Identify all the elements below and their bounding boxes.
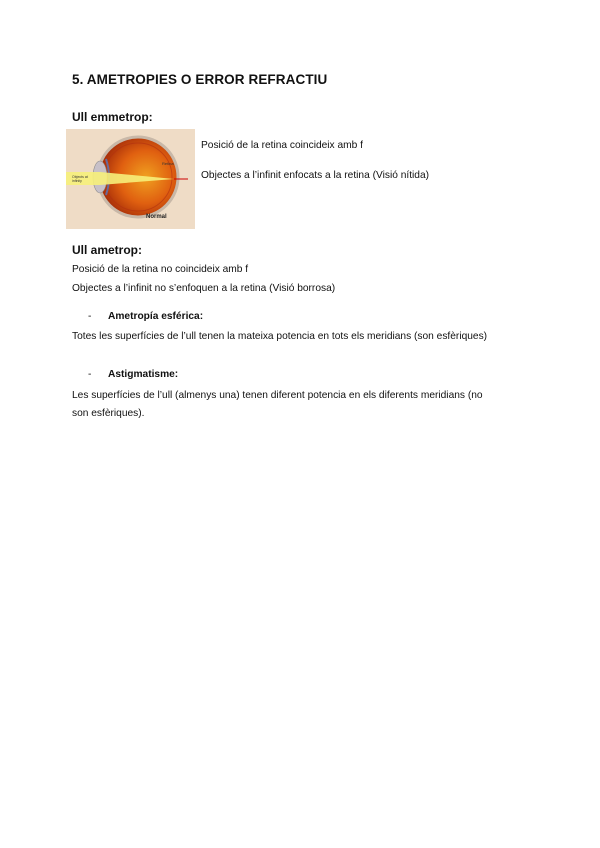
bullet-ametropia-esferica xyxy=(88,311,203,322)
section-title: 5. AMETROPIES O ERROR REFRACTIU xyxy=(72,72,328,87)
emmetrop-line-2: Objectes a l’infinit enfocats a la retina (Visió nítida) xyxy=(201,170,430,181)
normal-label: Normal xyxy=(146,214,167,220)
bullet-astigmatisme xyxy=(88,369,178,380)
svg-text:infinity: infinity xyxy=(72,179,82,183)
retina-label: Retina xyxy=(162,161,174,166)
svg-text:Objects at: Objects at xyxy=(72,175,88,179)
ametropia-esferica-title: Ametropía esférica: xyxy=(108,311,204,322)
bullet-dash: - xyxy=(88,311,92,322)
ametrop-line-2: Objectes a l’infinit no s’enfoquen a la retina (Visió borrosa) xyxy=(72,283,336,294)
astigmatisme-text-line-1: Les superfícies de l’ull (almenys una) tenen diferent potencia en els diferents meridians (no xyxy=(72,390,483,401)
bullet-dash: - xyxy=(88,369,92,380)
emmetrop-heading: Ull emmetrop: xyxy=(72,110,153,124)
eye-diagram-image xyxy=(66,129,195,229)
emmetrop-line-1: Posició de la retina coincideix amb f xyxy=(201,140,363,151)
ametrop-line-1: Posició de la retina no coincideix amb f xyxy=(72,264,249,275)
ametrop-heading: Ull ametrop: xyxy=(72,243,143,257)
eye-diagram-figure xyxy=(66,129,195,229)
astigmatisme-title: Astigmatisme: xyxy=(108,369,179,380)
astigmatisme-text-line-2: son esfèriques). xyxy=(72,408,145,419)
ametropia-esferica-text: Totes les superfícies de l’ull tenen la mateixa potencia en tots els meridians (son esfèriques) xyxy=(72,331,488,342)
